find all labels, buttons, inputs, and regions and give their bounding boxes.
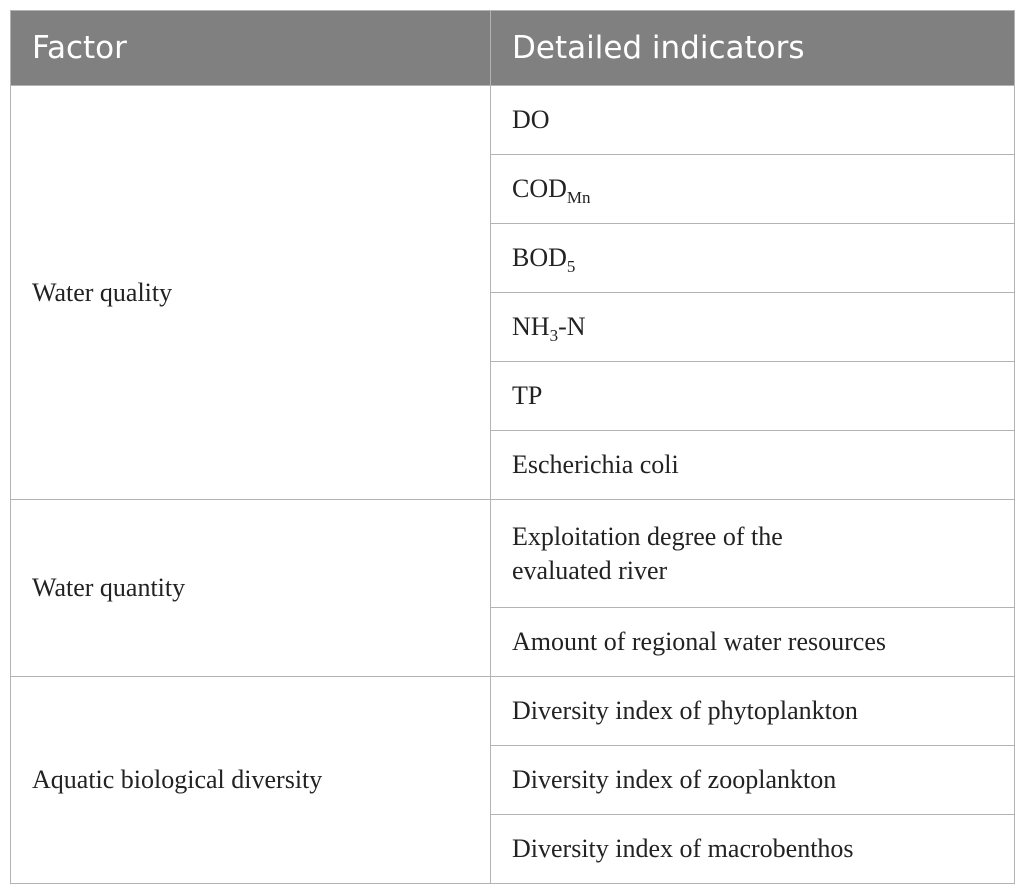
header-factor: Factor bbox=[11, 11, 491, 86]
header-row bbox=[11, 11, 1015, 86]
indicator-tp: TP bbox=[491, 362, 1015, 431]
table-row bbox=[11, 677, 1015, 746]
indicator-regional-water-resources: Amount of regional water resources bbox=[491, 608, 1015, 677]
factor-water-quality: Water quality bbox=[11, 86, 491, 500]
indicator-macrobenthos: Diversity index of macrobenthos bbox=[491, 815, 1015, 884]
indicator-do: DO bbox=[491, 86, 1015, 155]
indicator-exploitation-degree: Exploitation degree of the evaluated river bbox=[491, 500, 1015, 608]
indicator-nh3-n: $NH_3-N$ bbox=[491, 293, 1015, 362]
indicator-phytoplankton: Diversity index of phytoplankton bbox=[491, 677, 1015, 746]
indicator-escherichia-coli: Escherichia coli bbox=[491, 431, 1015, 500]
table-row bbox=[11, 500, 1015, 608]
header-detailed-indicators: Detailed indicators bbox=[491, 11, 1015, 86]
indicator-cod-mn: $COD_{Mn}$ bbox=[491, 155, 1015, 224]
table-row bbox=[11, 86, 1015, 155]
indicator-bod5: $BOD_5$ bbox=[491, 224, 1015, 293]
indicators-table bbox=[10, 10, 1015, 884]
indicator-zooplankton: Diversity index of zooplankton bbox=[491, 746, 1015, 815]
factor-water-quantity: Water quantity bbox=[11, 500, 491, 677]
factor-aquatic-biological-diversity: Aquatic biological diversity bbox=[11, 677, 491, 884]
